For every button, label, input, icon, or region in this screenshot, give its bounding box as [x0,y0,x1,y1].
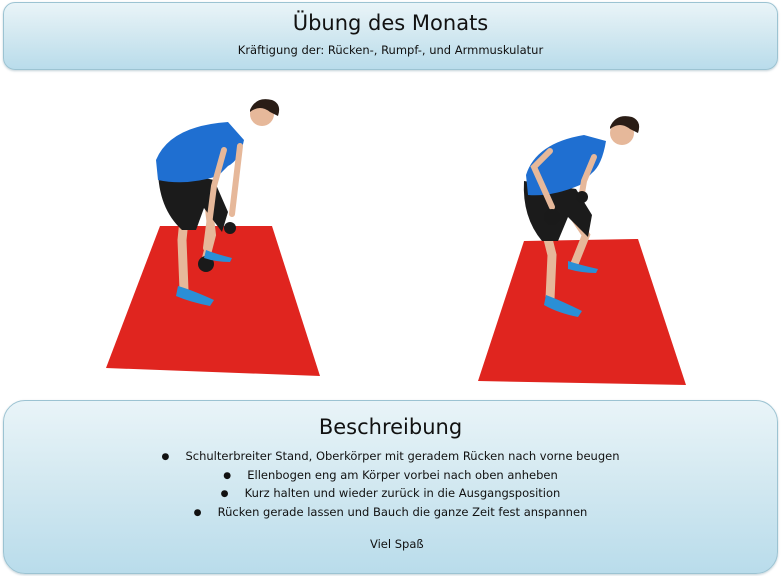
closing-text: Viel Spaß [370,537,424,551]
bullet-icon: ● [161,452,170,462]
instruction-list [4,447,777,521]
bullet-icon: ● [223,470,232,481]
exercise-row-position-photo [470,105,700,395]
shirt [156,122,244,182]
bullet-icon: ● [220,489,229,499]
page-subtitle: Kräftigung der: Rücken-, Rumpf-, und Armmuskulatur [237,43,544,57]
kettlebell [576,191,588,203]
red-mat [478,239,686,385]
bullet-icon: ● [193,507,202,518]
list-item: ● Kurz halten und wieder zurück in die Ausgangsposition [4,484,777,503]
kettlebell [224,222,236,234]
list-item: ● Schulterbreiter Stand, Oberkörper mit geradem Rücken nach vorne beugen [4,447,777,466]
exercise-start-position-photo [100,90,330,390]
page-title: Übung des Monats [292,11,489,35]
description-title: Beschreibung [318,415,463,439]
list-item: ● Rücken gerade lassen und Bauch die ganze Zeit fest anspannen [4,503,777,522]
list-item: ● Ellenbogen eng am Körper vorbei nach oben anheben [4,466,777,485]
kettlebell [544,209,560,225]
description-panel [3,400,778,574]
header-panel [3,2,778,70]
